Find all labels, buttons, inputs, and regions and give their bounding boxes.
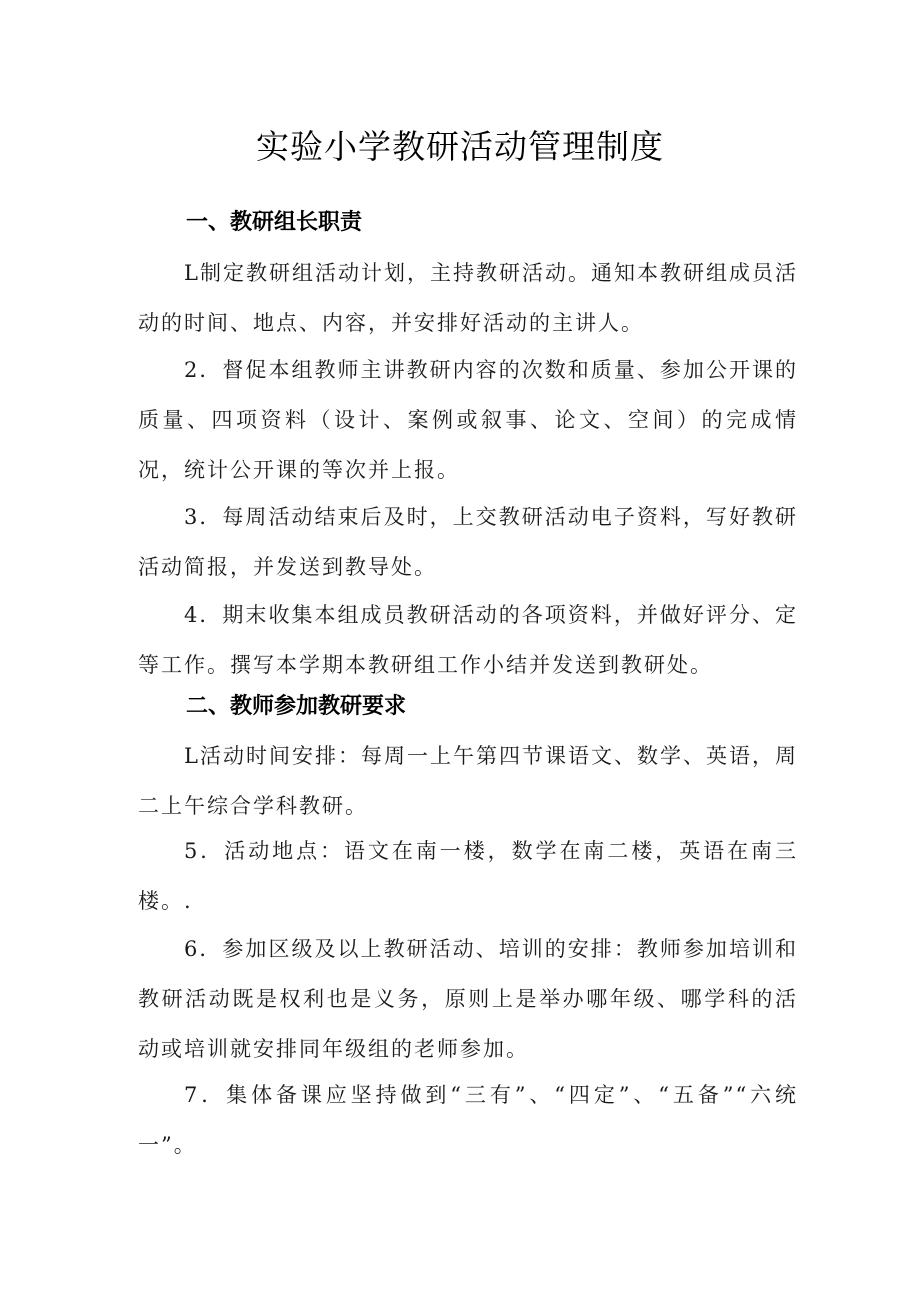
paragraph-item: 7．集体备课应坚持做到“三有”、“四定”、“五备”“六统一”。 <box>138 1083 798 1157</box>
paragraph-item: 2．督促本组教师主讲教研内容的次数和质量、参加公开课的质量、四项资料（设计、案例或叙事、论文、空间）的完成情况，统计公开课的等次并上报。 <box>138 358 798 482</box>
document-title: 实验小学教研活动管理制度 <box>256 127 664 166</box>
paragraph-item: 6．参加区级及以上教研活动、培训的安排：教师参加培训和教研活动既是权利也是义务，原则上是举办哪年级、哪学科的活动或培训就安排同年级组的老师参加。 <box>138 937 798 1061</box>
section-heading-teacher-requirements: 二、教师参加教研要求 <box>186 694 407 719</box>
paragraph-item: 4．期末收集本组成员教研活动的各项资料，并做好评分、定等工作。撰写本学期本教研组工作小结并发送到教研处。 <box>138 603 798 677</box>
section-heading-leader-duties: 一、教研组长职责 <box>186 210 363 235</box>
paragraph-item: 5．活动地点：语文在南一楼，数学在南二楼，英语在南三楼。. <box>138 839 798 913</box>
paragraph-item: L活动时间安排：每周一上午第四节课语文、数学、英语，周二上午综合学科教研。 <box>138 744 798 818</box>
paragraph-item: L制定教研组活动计划，主持教研活动。通知本教研组成员活动的时间、地点、内容，并安排好活动的主讲人。 <box>138 261 798 335</box>
paragraph-item: 3．每周活动结束后及时，上交教研活动电子资料，写好教研活动简报，并发送到教导处。 <box>138 505 798 579</box>
